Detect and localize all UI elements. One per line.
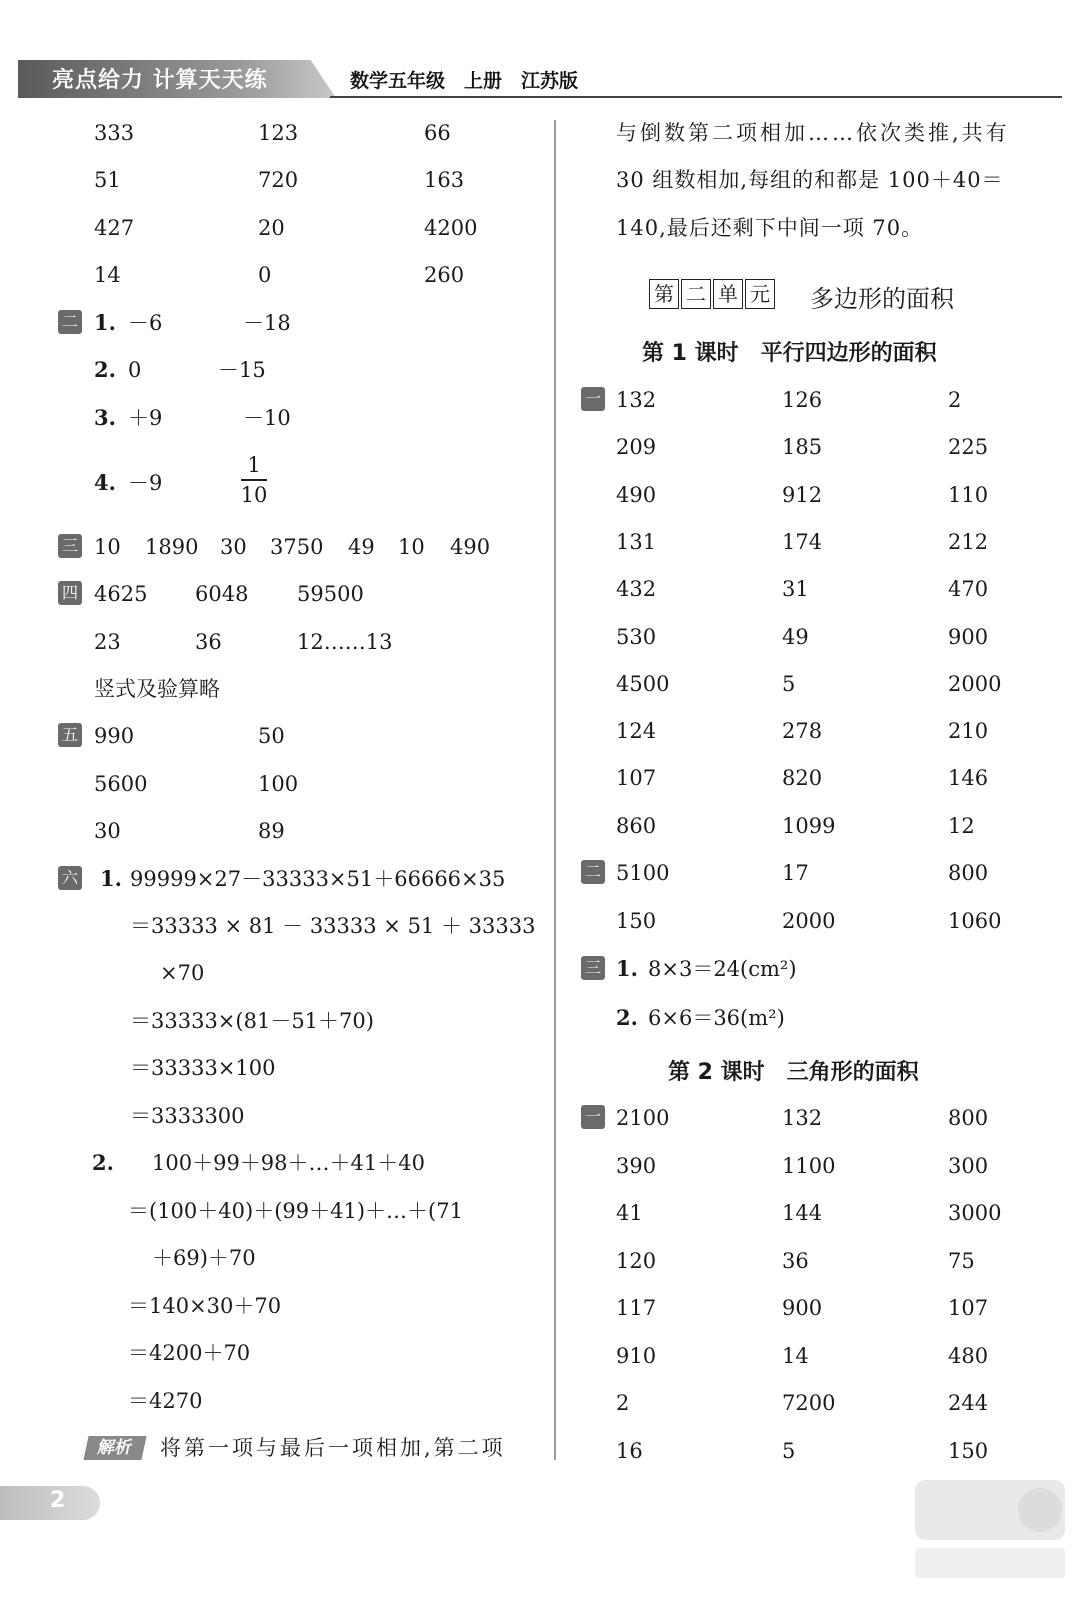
section-badge: 二 [581, 860, 605, 884]
grid-cell: 0 [258, 263, 272, 287]
grid-cell: 49 [782, 624, 809, 649]
fraction [239, 453, 269, 507]
section-badge: 二 [58, 310, 82, 334]
item-number: 2. [92, 1150, 114, 1175]
grid-cell: 278 [782, 719, 823, 744]
grid-cell: 480 [948, 1343, 989, 1368]
grid-cell: 300 [948, 1153, 989, 1178]
grid-cell: 2100 [616, 1106, 670, 1130]
item-number: 1. [100, 866, 122, 891]
grid-cell: 4200 [424, 216, 478, 240]
grid-cell: 5 [782, 1438, 796, 1463]
section-badge: 一 [581, 387, 605, 411]
section-badge: 一 [581, 1105, 605, 1129]
grid-cell: 432 [616, 577, 657, 602]
grid-cell: 900 [782, 1296, 823, 1320]
grid-cell: 1100 [782, 1153, 836, 1178]
equation-line: ＝3333300 [130, 1104, 245, 1128]
equation-line: 99999×27－33333×51＋66666×35 [130, 867, 506, 891]
lesson-title: 第 2 课时 三角形的面积 [668, 1060, 919, 1085]
answer: 100 [258, 772, 299, 796]
grid-cell: 120 [616, 1248, 657, 1273]
analysis-text: 将第一项与最后一项相加,第二项 [160, 1436, 506, 1460]
fraction-denominator: 10 [240, 483, 268, 507]
answer: 6048 [195, 582, 249, 606]
grid-cell: 3000 [948, 1201, 1002, 1225]
grid-cell: 2000 [948, 671, 1002, 696]
grid-cell: 260 [424, 263, 465, 287]
answer: 0 [128, 358, 142, 382]
equation-line: 100＋99＋98＋…＋41＋40 [152, 1151, 425, 1175]
note-text: 竖式及验算略 [94, 677, 220, 701]
equation-line: ＝33333×100 [130, 1056, 276, 1080]
section-badge: 四 [58, 581, 82, 605]
answer: 30 [94, 819, 121, 843]
grid-cell: 31 [782, 577, 809, 602]
answer: 49 [348, 535, 375, 559]
grid-cell: 174 [782, 529, 823, 554]
answer: 23 [94, 630, 121, 654]
answer: －15 [218, 358, 266, 382]
answer: 990 [94, 724, 135, 748]
section-badge: 五 [58, 723, 82, 747]
grid-cell: 5100 [616, 861, 670, 885]
analysis-label: 解析 [83, 1436, 146, 1460]
unit-name: 多边形的面积 [810, 285, 954, 313]
page-number: 2 [50, 1488, 66, 1513]
item-number: 4. [94, 470, 116, 495]
grid-cell: 185 [782, 435, 823, 460]
equation-line: ＋69)＋70 [152, 1246, 256, 1270]
book-title: 亮点给力 计算天天练 [52, 68, 268, 93]
grid-cell: 860 [616, 813, 657, 838]
grid-cell: 1099 [782, 813, 836, 838]
equation-line: ＝4270 [128, 1389, 203, 1413]
grid-cell: 123 [258, 121, 299, 145]
grid-cell: 390 [616, 1153, 657, 1178]
grid-cell: 14 [94, 263, 121, 287]
grid-cell: 800 [948, 861, 989, 885]
grid-cell: 210 [948, 719, 989, 744]
unit-char: 二 [681, 279, 711, 309]
fraction-bar [241, 479, 267, 481]
unit-char: 元 [745, 279, 775, 309]
grid-cell: 820 [782, 766, 823, 791]
answer: 10 [398, 535, 425, 559]
equation-line: ＝33333 × 81 － 33333 × 51 ＋ 33333 [130, 914, 536, 938]
grid-cell: 146 [948, 766, 989, 791]
answer: 10 [94, 535, 121, 559]
grid-cell: 5 [782, 671, 796, 696]
grid-cell: 14 [782, 1343, 809, 1368]
grid-cell: 124 [616, 719, 657, 744]
item-number: 2. [94, 357, 116, 382]
answer: 89 [258, 819, 285, 843]
unit-char: 第 [649, 279, 679, 309]
answer: 59500 [297, 582, 364, 606]
grid-cell: 126 [782, 388, 823, 412]
column-divider [554, 120, 556, 1460]
answer: －18 [243, 311, 291, 335]
grid-cell: 117 [616, 1296, 657, 1320]
grid-cell: 470 [948, 577, 989, 602]
grid-cell: 912 [782, 482, 823, 507]
grid-cell: 41 [616, 1201, 643, 1225]
grid-cell: 800 [948, 1106, 989, 1130]
grid-cell: 150 [616, 908, 657, 933]
grid-cell: 4500 [616, 671, 670, 696]
lesson-title: 第 1 课时 平行四边形的面积 [642, 341, 937, 366]
grid-cell: 212 [948, 529, 989, 554]
answer: 490 [450, 535, 491, 559]
grid-cell: 144 [782, 1201, 823, 1225]
equation-line: ＝140×30＋70 [128, 1294, 282, 1318]
grid-cell: 150 [948, 1438, 989, 1463]
grid-cell: 107 [616, 766, 657, 791]
equation-line: ＝4200＋70 [128, 1341, 251, 1365]
grid-cell: 427 [94, 216, 135, 240]
grid-cell: 2 [948, 388, 962, 412]
grid-cell: 225 [948, 435, 989, 460]
answer: 8×3＝24(cm²) [648, 957, 797, 981]
grid-cell: 16 [616, 1438, 643, 1463]
grid-cell: 51 [94, 168, 121, 192]
section-badge: 三 [58, 534, 82, 558]
grid-cell: 110 [948, 482, 989, 507]
grid-cell: 2000 [782, 908, 836, 933]
grid-cell: 132 [782, 1106, 823, 1130]
answer: 50 [258, 724, 285, 748]
analysis-continued: 140,最后还剩下中间一项 70。 [616, 216, 924, 240]
answer: 5600 [94, 772, 148, 796]
grid-cell: 530 [616, 624, 657, 649]
grid-cell: 20 [258, 216, 285, 240]
grid-cell: 163 [424, 168, 465, 192]
grid-cell: 244 [948, 1391, 989, 1415]
equation-line: ＝33333×(81－51＋70) [130, 1009, 374, 1033]
grid-cell: 66 [424, 121, 451, 145]
answer: 3750 [270, 535, 324, 559]
grid-cell: 36 [782, 1248, 809, 1273]
grid-cell: 132 [616, 388, 657, 412]
header-rule [330, 96, 1062, 98]
book-subtitle: 数学五年级 上册 江苏版 [350, 70, 579, 92]
answer: 1890 [145, 535, 199, 559]
grid-cell: 910 [616, 1343, 657, 1368]
grid-cell: 1060 [948, 908, 1002, 933]
equation-line: ＝(100＋40)＋(99＋41)＋…＋(71 [128, 1199, 463, 1223]
answer: －6 [128, 311, 163, 335]
section-badge: 三 [581, 956, 605, 980]
unit-title-boxes [649, 279, 777, 309]
grid-cell: 900 [948, 624, 989, 649]
grid-cell: 107 [948, 1296, 989, 1320]
item-number: 1. [94, 310, 116, 335]
answer: ＋9 [128, 406, 163, 430]
grid-cell: 131 [616, 529, 657, 554]
grid-cell: 333 [94, 121, 135, 145]
answer: 30 [220, 535, 247, 559]
answer: －9 [128, 471, 163, 495]
answer: －10 [243, 406, 291, 430]
equation-line: ×70 [160, 961, 205, 985]
fraction-numerator: 1 [247, 453, 261, 477]
item-number: 2. [616, 1005, 638, 1030]
answer: 36 [195, 630, 222, 654]
grid-cell: 720 [258, 168, 299, 192]
grid-cell: 7200 [782, 1391, 836, 1415]
item-number: 1. [616, 956, 638, 981]
grid-cell: 490 [616, 482, 657, 507]
grid-cell: 209 [616, 435, 657, 460]
analysis-continued: 与倒数第二项相加……依次类推,共有 [616, 121, 1010, 145]
grid-cell: 17 [782, 861, 809, 885]
section-badge: 六 [58, 866, 82, 890]
answer: 4625 [94, 582, 148, 606]
item-number: 3. [94, 405, 116, 430]
analysis-continued: 30 组数相加,每组的和都是 100＋40＝ [616, 168, 1004, 192]
grid-cell: 12 [948, 813, 975, 838]
unit-char: 单 [713, 279, 743, 309]
grid-cell: 75 [948, 1248, 975, 1273]
answer: 12……13 [297, 630, 393, 654]
watermark-logo [915, 1480, 1065, 1580]
answer: 6×6＝36(m²) [648, 1006, 785, 1030]
grid-cell: 2 [616, 1391, 630, 1415]
